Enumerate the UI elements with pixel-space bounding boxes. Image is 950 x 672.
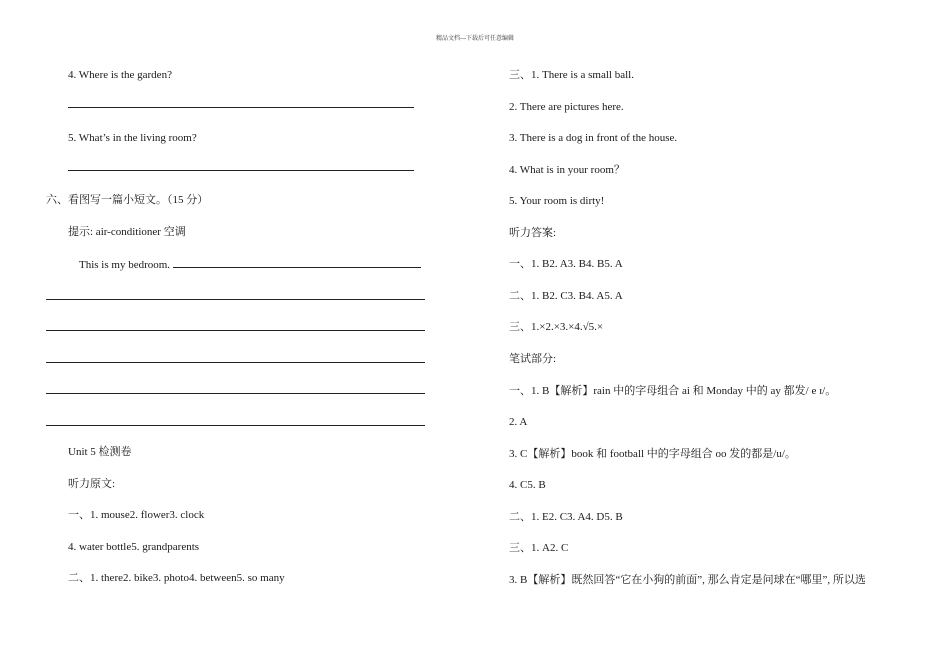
listening-line-2: 4. water bottle5. grandparents xyxy=(68,541,200,553)
answer-line-4 xyxy=(68,107,414,108)
written-section-heading: 笔试部分: xyxy=(509,353,557,365)
answer-r3: 3. There is a dog in front of the house. xyxy=(509,132,678,144)
writing-line-4 xyxy=(46,362,425,363)
question-5: 5. What’s in the living room? xyxy=(68,132,197,144)
hint-text: 提示: air-conditioner 空调 xyxy=(68,226,186,238)
answer-r5: 5. Your room is dirty! xyxy=(509,195,605,207)
answer-r4: 4. What is in your room？ xyxy=(509,164,625,176)
written-answer-2: 2. A xyxy=(509,416,528,428)
writing-line-1 xyxy=(173,257,421,268)
answer-r1: 三、1. There is a small ball. xyxy=(509,69,634,81)
listening-answer-2: 二、1. B2. C3. B4. A5. A xyxy=(509,290,623,302)
section-six-heading: 六、看图写一篇小短文。（15 分） xyxy=(46,194,209,206)
unit-title: Unit 5 检测卷 xyxy=(68,446,132,458)
answer-r2: 2. There are pictures here. xyxy=(509,101,624,113)
page-header: 精品文档---下载后可任意编辑 xyxy=(436,36,514,42)
listening-line-1: 一、1. mouse2. flower3. clock xyxy=(68,509,205,521)
answer-line-5 xyxy=(68,170,414,171)
listening-answer-1: 一、1. B2. A3. B4. B5. A xyxy=(509,258,623,270)
written-answer-5: 二、1. E2. C3. A4. D5. B xyxy=(509,511,623,523)
writing-line-3 xyxy=(46,330,425,331)
written-answer-7: 3. B【解析】既然回答“它在小狗的前面”, 那么肯定是问球在“哪里”, 所以选 xyxy=(509,574,866,586)
listening-answer-3: 三、1.×2.×3.×4.√5.× xyxy=(509,321,604,333)
written-answer-6: 三、1. A2. C xyxy=(509,542,569,554)
written-answer-4: 4. C5. B xyxy=(509,479,546,491)
composition-opening: This is my bedroom. xyxy=(79,259,171,271)
writing-line-5 xyxy=(46,393,425,394)
listening-answers-heading: 听力答案: xyxy=(509,227,557,239)
composition-start xyxy=(79,257,421,272)
listening-line-3: 二、1. there2. bike3. photo4. between5. so many xyxy=(68,572,285,584)
writing-line-6 xyxy=(46,425,425,426)
listening-original-heading: 听力原文: xyxy=(68,478,116,490)
written-answer-3: 3. C【解析】book 和 football 中的字母组合 oo 发的都是/u/。 xyxy=(509,448,796,460)
written-answer-1: 一、1. B【解析】rain 中的字母组合 ai 和 Monday 中的 ay 都发/ e ɪ/。 xyxy=(509,385,837,397)
question-4: 4. Where is the garden? xyxy=(68,69,172,81)
writing-line-2 xyxy=(46,299,425,300)
